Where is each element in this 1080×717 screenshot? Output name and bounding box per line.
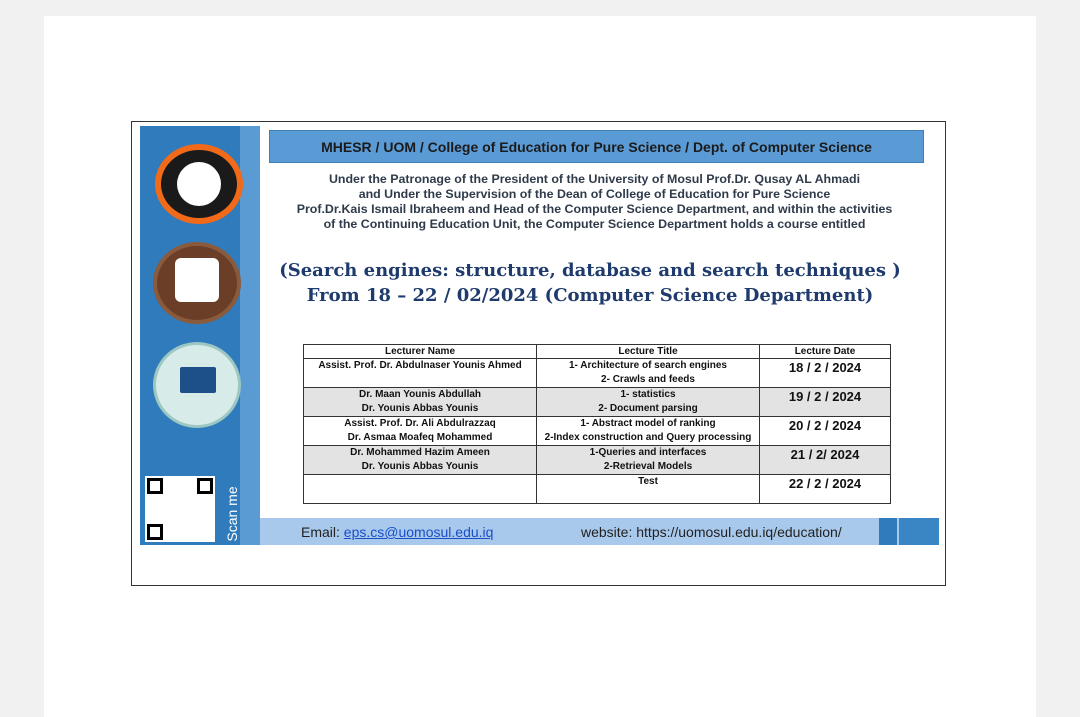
lecture-title-cell [537, 475, 760, 504]
lecture-date-cell [760, 359, 891, 388]
intro-line: of the Continuing Education Unit, the Computer Science Department holds a course entitled [323, 217, 866, 231]
footer-email [301, 524, 493, 540]
lecture-title-cell [537, 417, 760, 446]
qr-finder [197, 478, 213, 494]
lecture-title-cell-line: 2- Document parsing [598, 403, 698, 414]
qr-finder [147, 524, 163, 540]
column-header: Lecturer Name [304, 345, 537, 359]
email-link[interactable]: eps.cs@uomosul.edu.iq [343, 524, 494, 540]
lecture-title-cell [537, 359, 760, 388]
lecturer-cell [304, 417, 537, 446]
qr-code[interactable] [145, 476, 215, 542]
column-header: Lecture Date [760, 345, 891, 359]
lecture-date-cell [760, 388, 891, 417]
lecture-title-cell-line: 2-Index construction and Query processing [544, 432, 752, 443]
intro-line: and Under the Supervision of the Dean of College of Education for Pure Science [358, 187, 831, 201]
college-logo-emblem [175, 258, 219, 302]
lecturer-cell-line: Dr. Asmaa Moafeq Mohammed [347, 432, 493, 443]
lecture-date-cell [760, 475, 891, 504]
university-logo [155, 144, 243, 224]
lecture-title-cell [537, 446, 760, 475]
scan-me-text: Scan me [224, 486, 240, 542]
table-row [304, 388, 891, 417]
lecture-date-cell-line: 22 / 2 / 2024 [788, 476, 862, 491]
intro-line: Prof.Dr.Kais Ismail Ibraheem and Head of the Computer Science Department, and within the activities [296, 202, 893, 216]
lecture-title-cell-line: 1- Abstract model of ranking [580, 418, 716, 429]
table-header-row [304, 345, 891, 359]
college-logo [153, 242, 241, 324]
table-row [304, 475, 891, 504]
sidebar-strip [240, 126, 260, 545]
university-logo-emblem [177, 162, 221, 206]
lecture-date-cell-line: 19 / 2 / 2024 [788, 389, 862, 404]
department-logo-emblem [180, 367, 216, 393]
table-row [304, 446, 891, 475]
lecture-date-cell-line: 18 / 2 / 2024 [788, 360, 862, 375]
course-title: (Search engines: structure, database and search techniques ) [279, 260, 901, 281]
lecture-date-cell [760, 417, 891, 446]
lecture-title-cell-line: Test [638, 476, 658, 487]
intro-text [262, 172, 927, 232]
department-logo [153, 342, 241, 428]
lecture-title-cell-line: 2- Crawls and feeds [601, 374, 695, 385]
lecturer-cell-line: Dr. Mohammed Hazim Ameen [350, 447, 490, 458]
lecturer-cell-line: Assist. Prof. Dr. Abdulnaser Younis Ahmed [318, 360, 522, 371]
course-heading [262, 258, 918, 308]
lecture-date-cell [760, 446, 891, 475]
lecture-title-cell [537, 388, 760, 417]
lecture-title-cell-line: 1- statistics [620, 389, 676, 400]
lecture-date-cell-line: 21 / 2/ 2024 [790, 447, 860, 462]
lecture-title-cell-line: 1-Queries and interfaces [589, 447, 707, 458]
lecture-title-cell-line: 2-Retrieval Models [603, 461, 693, 472]
scan-me-label [212, 486, 252, 542]
email-label: Email: [301, 524, 344, 540]
column-header: Lecture Title [537, 345, 760, 359]
lecturer-cell-line: Dr. Younis Abbas Younis [361, 403, 479, 414]
header-bar [269, 130, 924, 163]
table-row [304, 417, 891, 446]
lecturer-cell [304, 388, 537, 417]
lecture-date-cell-line: 20 / 2 / 2024 [788, 418, 862, 433]
header-title: MHESR / UOM / College of Education for Pure Science / Dept. of Computer Science [321, 138, 872, 155]
table-row [304, 359, 891, 388]
lecturer-cell [304, 446, 537, 475]
footer-website: website: https://uomosul.edu.iq/education/ [581, 524, 842, 540]
lecture-title-cell-line: 1- Architecture of search engines [568, 360, 727, 371]
lecturer-cell [304, 359, 537, 388]
footer-accent [879, 518, 897, 545]
qr-finder [147, 478, 163, 494]
lecturer-cell-line: Dr. Younis Abbas Younis [361, 461, 479, 472]
schedule-table [303, 344, 891, 504]
intro-line: Under the Patronage of the President of the University of Mosul Prof.Dr. Qusay AL Ahmadi [328, 172, 861, 186]
course-dates: From 18 – 22 / 02/2024 (Computer Science Department) [306, 285, 874, 306]
lecturer-cell [304, 475, 537, 504]
lecturer-cell-line: Assist. Prof. Dr. Ali Abdulrazzaq [344, 418, 496, 429]
footer-accent [899, 518, 939, 545]
lecturer-cell-line: Dr. Maan Younis Abdullah [358, 389, 482, 400]
